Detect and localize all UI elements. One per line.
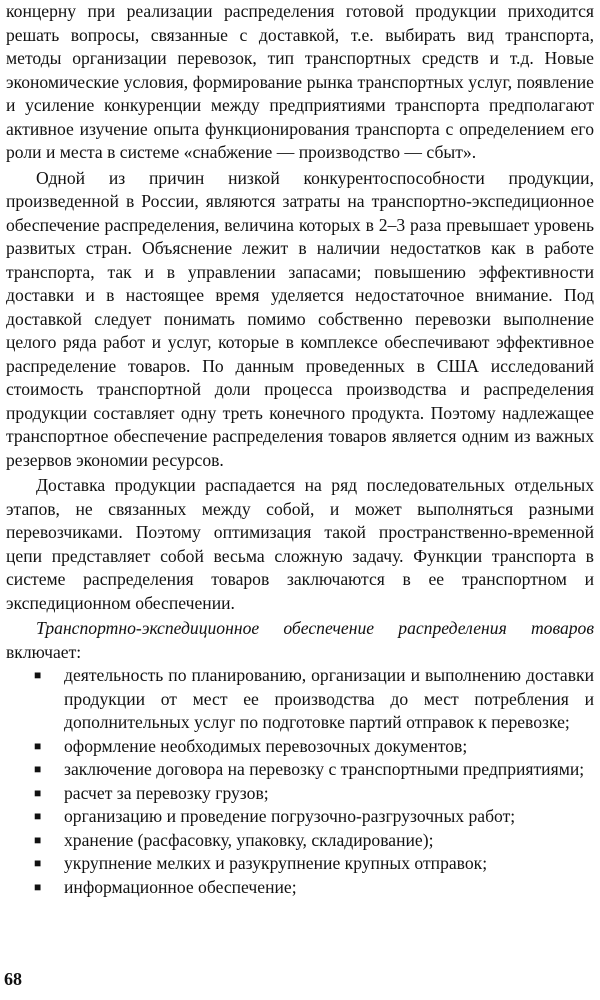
list-item-text: расчет за перевозку грузов; [64, 782, 269, 803]
list-item [6, 782, 594, 806]
list-item-text: укрупнение мелких и разукрупнение крупных отправок; [64, 853, 488, 873]
list-item [6, 876, 594, 900]
list-item [6, 735, 594, 759]
bullet-icon: ■ [34, 668, 42, 682]
services-list [6, 664, 594, 899]
paragraph-4-rest: включает: [6, 641, 82, 662]
list-item [6, 829, 594, 853]
list-item-text: организацию и проведение погрузочно-разгрузочных работ; [64, 806, 516, 826]
bullet-icon: ■ [34, 738, 42, 753]
list-item [6, 805, 594, 829]
list-item-text: заключение договора на перевозку с транспортными предприятиями; [64, 759, 585, 779]
list-item-text: деятельность по планированию, организации и выполнению доставки продукции от мест ее производства до мест потребления и дополнительных услуг по подготовке партий отправок к перевозке; [64, 665, 594, 732]
page-number: 68 [4, 969, 22, 989]
list-item [6, 664, 594, 735]
list-item-text: хранение (расфасовку, упаковку, складирование); [64, 829, 434, 850]
paragraph-2: Одной из причин низкой конкурентоспособности продукции, произведенной в России, являются затраты на транспортно-экспедиционное обеспечение распределения, величина которых в 2–3 раза превышает уровень развитых стран. Объяснение лежит в наличии недостатков как в работе транспорта, так и в управлении запасами; повышению эффективности доставки и в настоящее время уделяется недостаточное внимание. Под доставкой следует понимать помимо собственно перевозки выполнение целого ряда работ и услуг, которые в комплексе обеспечивают эффективное распределение товаров. По данным проведенных в США исследований стоимость транспортной доли процесса производства и распределения продукции составляет одну треть конечного продукта. Поэтому надлежащее транспортное обеспечение распределения товаров является одним из важных резервов экономии ресурсов. [6, 167, 594, 470]
bullet-icon: ■ [34, 785, 42, 800]
bullet-icon: ■ [34, 832, 42, 847]
list-item-text: оформление необходимых перевозочных документов; [64, 735, 468, 756]
paragraph-4 [6, 617, 594, 664]
bullet-icon: ■ [34, 762, 42, 776]
list-item [6, 852, 594, 876]
list-item [6, 758, 594, 782]
list-item-text: информационное обеспечение; [64, 876, 297, 897]
paragraph-1: концерну при реализации распределения готовой продукции приходится решать вопросы, связанные с доставкой, т.е. выбирать вид транспорта, методы организации перевозок, тип транспортных средств и т.д. Новые экономические условия, формирование рынка транспортных услуг, появление и усиление конкуренции между предприятиями транспорта предполагают активное изучение опыта функционирования транспорта с определением его роли и места в системе «снабжение — производство — сбыт». [6, 1, 594, 162]
bullet-icon: ■ [34, 809, 42, 823]
paragraph-3: Доставка продукции распадается на ряд последовательных отдельных этапов, не связанных между собой, и может выполняться разными перевозчиками. Поэтому оптимизация такой пространственно-временной цепи представляет собой весьма сложную задачу. Функции транспорта в системе распределения товаров заключаются в ее транспортном и экспедиционном обеспечении. [6, 475, 594, 613]
bullet-icon: ■ [34, 879, 42, 894]
italic-term: Транспортно-экспедиционное обеспечение распределения товаров [36, 618, 594, 638]
bullet-icon: ■ [34, 856, 42, 870]
